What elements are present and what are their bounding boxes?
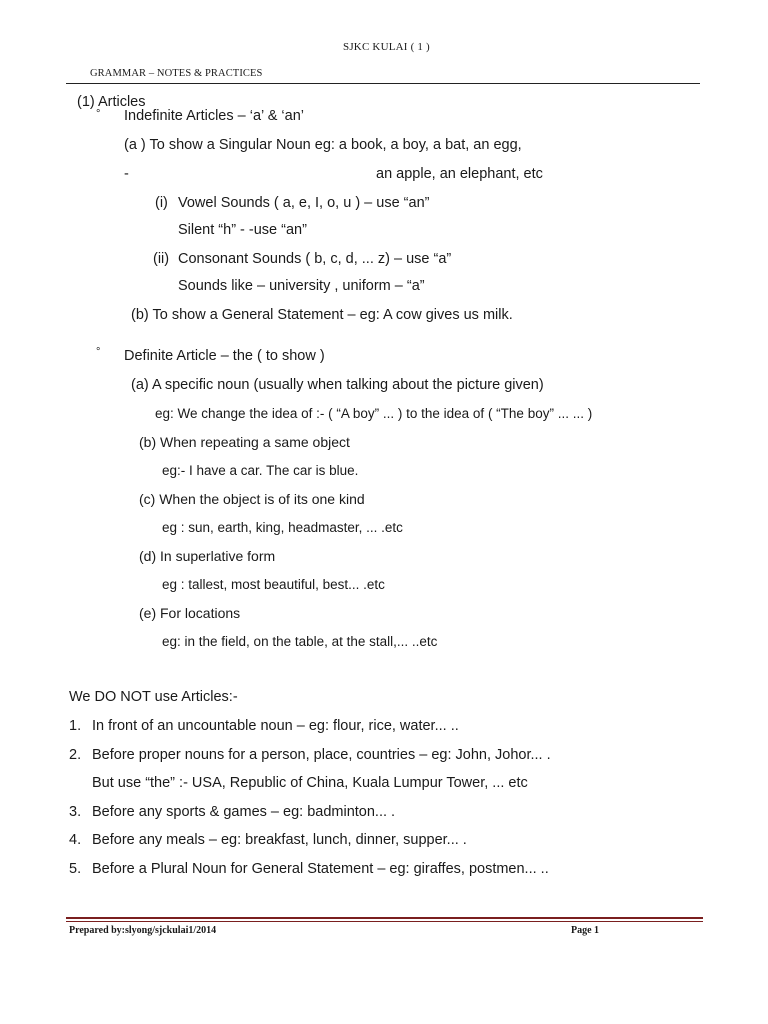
bullet-icon: ° — [96, 108, 101, 120]
sub-point-ii-label: (ii) — [153, 251, 170, 267]
list-item: Before a Plural Noun for General Statement – eg: giraffes, postmen... .. — [92, 861, 549, 877]
list-item-number: 5. — [69, 861, 82, 877]
sub-point-i-text: Vowel Sounds ( a, e, I, o, u ) – use “an” — [178, 195, 430, 211]
section-heading-not-use: We DO NOT use Articles:- — [69, 689, 238, 705]
list-item-number: 1. — [69, 718, 82, 734]
bullet-icon: ° — [96, 346, 101, 358]
definite-article-title: Definite Article – the ( to show ) — [124, 348, 325, 364]
list-item: Before any meals – eg: breakfast, lunch, dinner, supper... . — [92, 832, 467, 848]
footer-divider-thin — [66, 921, 703, 922]
definite-point-a: (a) A specific noun (usually when talking about the picture given) — [131, 377, 544, 393]
sub-point-i-note: Silent “h” - -use “an” — [178, 222, 307, 238]
list-item-note: But use “the” :- USA, Republic of China, Kuala Lumpur Tower, ... etc — [92, 775, 528, 791]
section-heading-articles: (1) Articles — [77, 94, 146, 110]
list-item-number: 3. — [69, 804, 82, 820]
sub-point-ii-text: Consonant Sounds ( b, c, d, ... z) – use “a” — [178, 251, 452, 267]
footer-prepared-by: Prepared by:slyong/sjckulai1/2014 — [69, 925, 217, 936]
page-header-subtitle: GRAMMAR – NOTES & PRACTICES — [90, 68, 263, 79]
definite-point-b-example: eg:- I have a car. The car is blue. — [162, 463, 359, 478]
dash-marker: - — [124, 166, 129, 182]
sub-point-i-label: (i) — [155, 195, 168, 211]
list-item-number: 2. — [69, 747, 82, 763]
definite-point-d: (d) In superlative form — [139, 548, 276, 564]
indefinite-point-a-continuation: an apple, an elephant, etc — [376, 166, 543, 182]
definite-point-c-example: eg : sun, earth, king, headmaster, ... .etc — [162, 520, 403, 535]
list-item: Before any sports & games – eg: badminton... . — [92, 804, 396, 820]
definite-point-a-example: eg: We change the idea of :- ( “A boy” ... ) to the idea of ( “The boy” ... ... ) — [155, 406, 593, 421]
indefinite-point-b: (b) To show a General Statement – eg: A cow gives us milk. — [131, 307, 513, 323]
indefinite-articles-title: Indefinite Articles – ‘a’ & ‘an’ — [124, 108, 305, 124]
definite-point-e-example: eg: in the field, on the table, at the stall,... ..etc — [162, 634, 438, 649]
definite-point-d-example: eg : tallest, most beautiful, best... .etc — [162, 577, 385, 592]
page-header-title: SJKC KULAI ( 1 ) — [343, 41, 430, 53]
header-divider — [66, 83, 700, 84]
definite-point-b: (b) When repeating a same object — [139, 434, 350, 450]
definite-point-c: (c) When the object is of its one kind — [139, 491, 365, 507]
list-item-number: 4. — [69, 832, 82, 848]
indefinite-point-a: (a ) To show a Singular Noun eg: a book, a boy, a bat, an egg, — [124, 137, 522, 153]
list-item: Before proper nouns for a person, place, countries – eg: John, Johor... . — [92, 747, 551, 763]
definite-point-e: (e) For locations — [139, 605, 241, 621]
footer-divider-thick — [66, 917, 703, 919]
footer-page-number: Page 1 — [571, 925, 600, 936]
sub-point-ii-note: Sounds like – university , uniform – “a” — [178, 278, 425, 294]
list-item: In front of an uncountable noun – eg: flour, rice, water... .. — [92, 718, 459, 734]
